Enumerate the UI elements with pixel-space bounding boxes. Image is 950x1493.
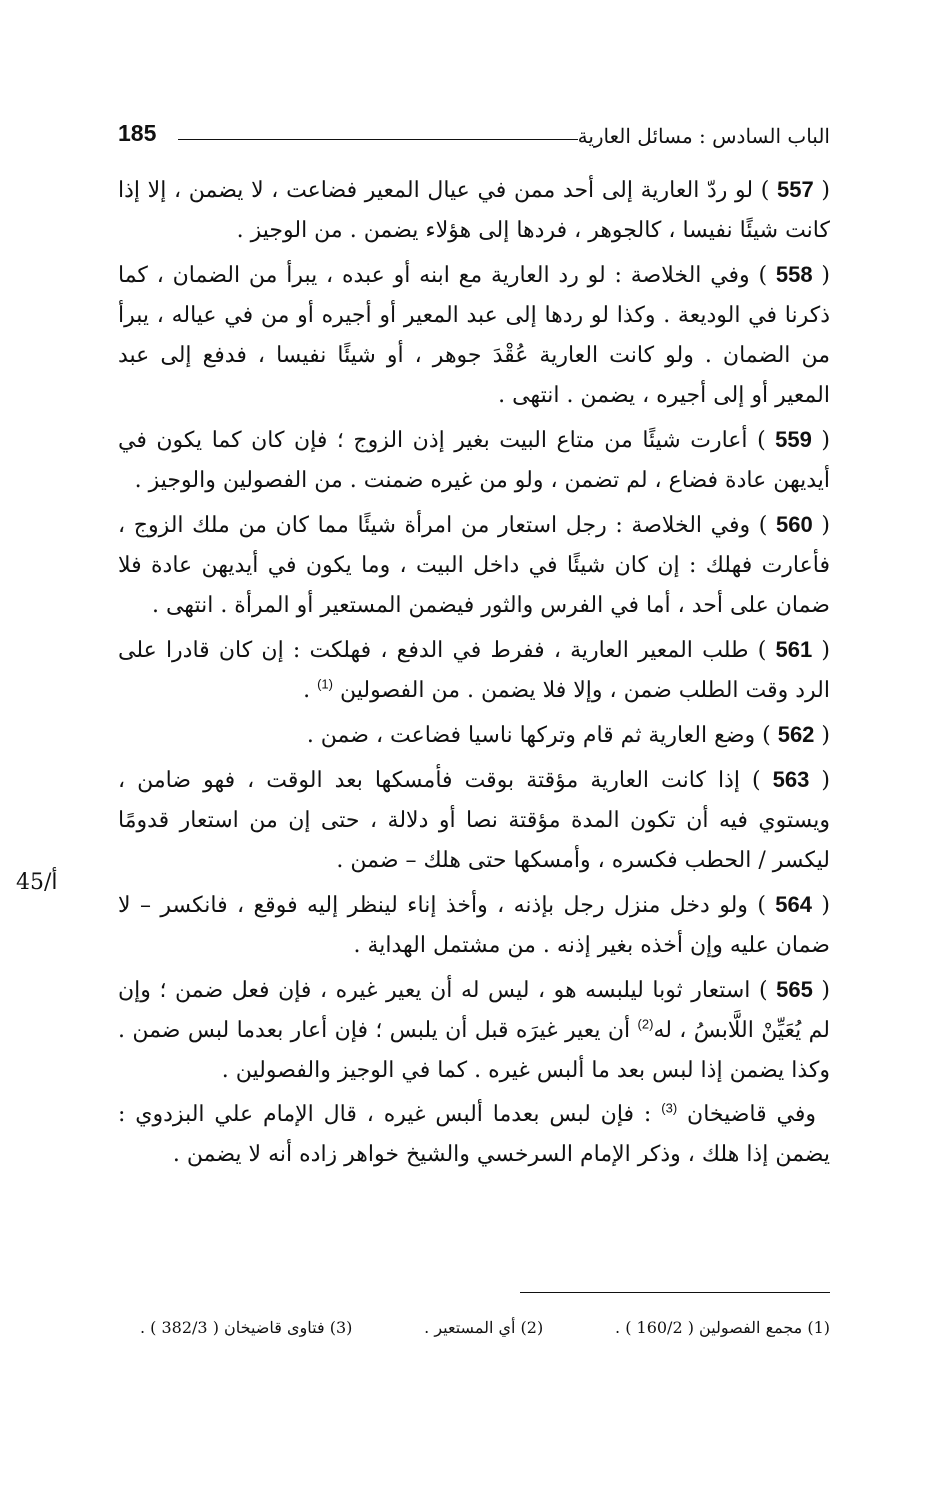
footnote-3: (3) فتاوى قاضيخان ( 382/3 ) . (140, 1318, 353, 1337)
footnotes (140, 1318, 830, 1337)
paragraph-text: وفي الخلاصة : لو رد العارية مع ابنه أو عبده ، يبرأ من الضمان ، كما ذكرنا في الوديعة . وكذا لو ردها إلى عبد المعير أو أجيره أو من في عياله ، يبرأ من الضمان . ولو كانت العارية عُقْدَ جوهر ، أو شيئًا نفيسا ، فدفع إلى عبد المعير أو إلى أجيره ، يضمن . انتهى . (118, 263, 830, 408)
paragraph-564: ( 564 ) ولو دخل منزل رجل بإذنه ، وأخذ إناء لينظر إليه فوقع ، فانكسر – لا ضمان عليه وإن أخذه بغير إذنه . من مشتمل الهداية . (118, 892, 830, 958)
paragraph-text: ولو دخل منزل رجل بإذنه ، وأخذ إناء لينظر إليه فوقع ، فانكسر – لا ضمان عليه وإن أخذه بغير إذنه . من مشتمل الهداية . (118, 893, 830, 958)
paragraph-tail: أن يعير غيرَه قبل أن يلبس ؛ فإن أعار بعدما لبس ضمن . وكذا يضمن إذا لبس بعد ما ألبس غيره . كما في الوجيز والفصولين . (118, 1018, 830, 1083)
footnote-ref-3[interactable]: (3) (661, 1100, 678, 1116)
entry-number: 565 (776, 977, 813, 1002)
margin-folio-note: 45/أ (16, 870, 58, 895)
paragraph-561: ( 561 ) طلب المعير العارية ، ففرط في الدفع ، فهلكت : إن كان قادرا على الرد وقت الطلب ضمن ، وإلا فلا يضمن . من الفصولين $^{(1)}$ . (118, 637, 830, 703)
page-number: 185 (118, 120, 157, 146)
entry-number: 561 (775, 637, 813, 662)
paragraph-557: ( 557 ) لو ردّ العارية إلى أحد ممن في عيال المعير فضاعت ، لا يضمن ، إلا إذا كانت شيئًا نفيسا ، كالجوهر ، فردها إلى هؤلاء يضمن . من الوجيز . (118, 177, 831, 243)
paragraph-text: إذا كانت العارية مؤقتة بوقت فأمسكها بعد الوقت ، فهو ضامن ، ويستوي فيه أن تكون المدة مؤقتة نصا أو دلالة ، حتى إن من استعار قدومًا ليكسر / الحطب فكسره ، وأمسكها حتى هلك – ضمن . (118, 768, 830, 873)
paragraph-text: وفي الخلاصة : رجل استعار من امرأة شيئًا مما كان من ملك الزوج ، فأعارت فهلك : إن كان شيئًا في داخل البيت ، وما يكون في أيديهن عادة فلا ضمان على أحد ، أما في الفرس والثور فيضمن المستعير أو المرأة . انتهى . (118, 513, 830, 618)
footnote-rule (520, 1292, 830, 1293)
footnote-ref-1[interactable]: (1) (317, 676, 333, 692)
paragraph-text: لو ردّ العارية إلى أحد ممن في عيال المعير فضاعت ، لا يضمن ، إلا إذا كانت شيئًا نفيسا ، كالجوهر ، فردها إلى هؤلاء يضمن . من الوجيز . (118, 178, 830, 243)
paragraph-text: : فإن لبس بعدما ألبس غيره ، قال الإمام علي البزدوي : يضمن إذا هلك ، وذكر الإمام السرخسي والشيخ خواهر زاده أنه لا يضمن . (118, 1102, 830, 1167)
footnote-1: (1) مجمع الفصولين ( 160/2 ) . (615, 1318, 830, 1337)
entry-number: 560 (776, 512, 813, 537)
paragraph-lead: وفي قاضيخان (687, 1102, 816, 1127)
paragraph-559: ( 559 ) أعارت شيئًا من متاع البيت بغير إذن الزوج ؛ فإن كان كما يكون في أيديهن عادة فضاع ، لم تضمن ، ولو من غيره ضمنت . من الفصولين والوجيز . (118, 427, 830, 493)
entry-number: 559 (775, 427, 812, 452)
paragraph-558: ( 558 ) وفي الخلاصة : لو رد العارية مع ابنه أو عبده ، يبرأ من الضمان ، كما ذكرنا في الوديعة . وكذا لو ردها إلى عبد المعير أو أجيره أو من في عياله ، يبرأ من الضمان . ولو كانت العارية عُقْدَ جوهر ، أو شيئًا نفيسا ، فدفع إلى عبد المعير أو إلى أجيره ، يضمن . انتهى . (118, 262, 831, 408)
running-title: الباب السادس : مسائل العارية (577, 124, 830, 148)
paragraph-text: أعارت شيئًا من متاع البيت بغير إذن الزوج ؛ فإن كان كما يكون في أيديهن عادة فضاع ، لم تضمن ، ولو من غيره ضمنت . من الفصولين والوجيز . (118, 428, 830, 493)
footnote-2: (2) أي المستعير . (424, 1318, 544, 1337)
entry-number: 558 (775, 262, 813, 287)
paragraph-tail: . (303, 678, 318, 703)
header-rule (178, 139, 578, 140)
body-text (118, 170, 830, 1179)
entry-number: 564 (775, 892, 813, 917)
paragraph-562: ( 562 ) وضع العارية ثم قام وتركها ناسيا فضاعت ، ضمن . (306, 722, 830, 748)
running-header (118, 120, 830, 152)
paragraph-text: استعار ثوبا ليلبسه هو ، ليس له أن يعير غيره ، فإن فعل ضمن ؛ وإن لم يُعَيِّنْ اللَّابسُ ، له (118, 978, 831, 1043)
entry-number: 562 (777, 722, 815, 747)
entry-number: 557 (777, 177, 814, 202)
entry-number: 563 (772, 767, 810, 792)
paragraph-text: طلب المعير العارية ، ففرط في الدفع ، فهلكت : إن كان قادرا على الرد وقت الطلب ضمن ، وإلا فلا يضمن . من الفصولين (118, 638, 830, 703)
paragraph-565: ( 565 ) استعار ثوبا ليلبسه هو ، ليس له أن يعير غيره ، فإن فعل ضمن ؛ وإن لم يُعَيِّنْ اللَّابسُ ، له$^{(2)}$ أن يعير غيرَه قبل أن يلبس ؛ فإن أعار بعدما لبس ضمن . وكذا يضمن إذا لبس بعد ما ألبس غيره . كما في الوجيز والفصولين . (118, 977, 831, 1083)
paragraph-560: ( 560 ) وفي الخلاصة : رجل استعار من امرأة شيئًا مما كان من ملك الزوج ، فأعارت فهلك : إن كان شيئًا في داخل البيت ، وما يكون في أيديهن عادة فلا ضمان على أحد ، أما في الفرس والثور فيضمن المستعير أو المرأة . انتهى . (118, 512, 830, 618)
paragraph-qadikhan (118, 1095, 830, 1175)
footnote-ref-2[interactable]: (2) (637, 1016, 654, 1032)
paragraph-563: ( 563 ) إذا كانت العارية مؤقتة بوقت فأمسكها بعد الوقت ، فهو ضامن ، ويستوي فيه أن تكون المدة مؤقتة نصا أو دلالة ، حتى إن من استعار قدومًا ليكسر / الحطب فكسره ، وأمسكها حتى هلك – ضمن . (118, 767, 831, 873)
paragraph-text: وضع العارية ثم قام وتركها ناسيا فضاعت ، ضمن . (306, 723, 756, 748)
